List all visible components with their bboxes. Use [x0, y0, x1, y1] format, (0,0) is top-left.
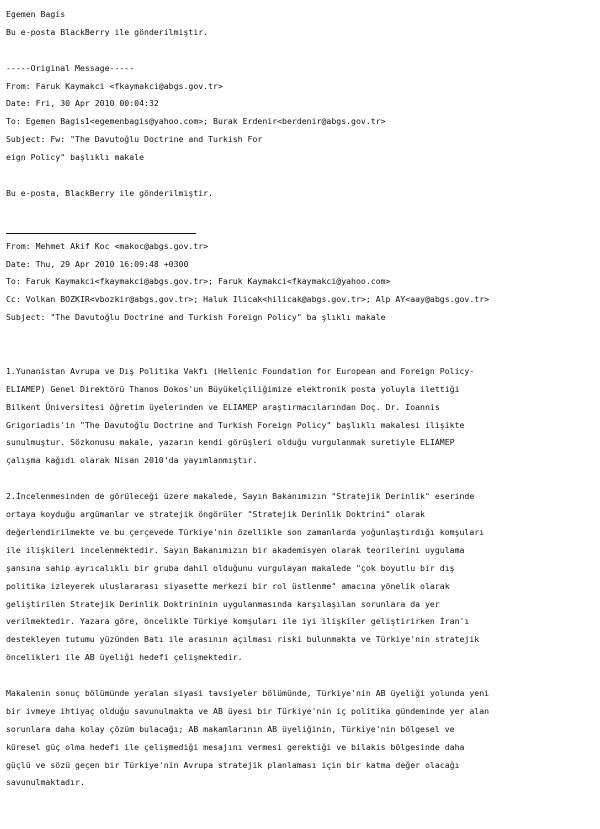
body-line: şansına sahip ayrıcalıklı bir gruba dahil olduğunu vurgulayan makalede "çok boyutlu bir dış: [6, 562, 455, 573]
original-to: To: Faruk Kaymakci<fkaymakci@abgs.gov.tr>; Faruk Kaymakci<fkaymakci@yahoo.com>: [6, 276, 391, 287]
spacer: [6, 42, 596, 60]
body-line: güçlü ve sözü geçen bir Türkiye'nin Avrupa stratejik planlaması için bir katma değer olacağı: [6, 759, 460, 770]
forwarded-signature: Bu e-posta, BlackBerry ile gönderilmiştir.: [6, 187, 214, 198]
body-line: Grigoriadis'in "The Davutoğlu Doctrine and Turkish Foreign Policy" başlıklı makalesi ilişikte: [6, 419, 465, 430]
body-line: değerlendirilmekte ve bu çerçevede Türkiye'nin özellikle son zamanlarda yoğunlaştırdığı komşuları: [6, 526, 485, 537]
body-line: sorunlara daha kolay çözüm bulacağı; AB makamlarının AB üyeliğinin, Türkiye'nin bölgesel ve: [6, 723, 455, 734]
original-header: [6, 238, 596, 327]
body-line: 2.İncelenmesinden de görüleceği üzere makalede, Sayın Bakanımızın "Stratejik Derinlik" eserinde: [6, 491, 475, 502]
body-line: destekleyen tutumu yüzünden Batı ile arasının açılması riski bulunmakta ve Türkiye'nin stratejik: [6, 634, 480, 645]
body-line: sunulmuştur. Sözkonusu makale, yazarın kendi görüşleri olduğu vurgulanmak suretiyle ELIAMEP: [6, 437, 455, 448]
forwarded-from: From: Faruk Kaymakci <fkaymakci@abgs.gov.tr>: [6, 80, 223, 91]
body-line: çalışma kağıdı olarak Nisan 2010'da yayımlanmıştır.: [6, 455, 258, 466]
body-line: bir ivmeye ihtiyaç olduğu savunulmakta ve AB üyesi bir Türkiye'nin iç politika gündeminde yer alan: [6, 705, 490, 716]
forwarded-date: Date: Fri, 30 Apr 2010 00:04:32: [6, 98, 159, 109]
body-paragraph-2: [6, 488, 596, 667]
spacer: [6, 167, 596, 185]
body-line: öncelikleri ile AB üyeliği hedefi çelişmektedir.: [6, 652, 243, 663]
original-cc: Cc: Volkan BOZKIR<vbozkir@abgs.gov.tr>; Haluk Ilicak<hilicak@abgs.gov.tr>; Alp AY<aay@abgs.gov.tr>: [6, 294, 490, 305]
body-line: 1.Yunanistan Avrupa ve Dış Politika Vakfı (Hellenic Foundation for European and Foreign Policy-: [6, 365, 475, 376]
forwarded-to: To: Egemen Bagis1<egemenbagis@yahoo.com>; Burak Erdenir<berdenir@abgs.gov.tr>: [6, 116, 386, 127]
body-line: verilmektedir. Yazara göre, öncelikle Türkiye komşuları ile iyi ilişkiler geliştirirken İran'ı: [6, 616, 470, 627]
spacer: [6, 203, 596, 221]
spacer: [6, 327, 596, 345]
sender-name: Egemen Bagis: [6, 9, 66, 19]
body-line: ortaya koyduğu argümanlar ve stratejik öngörüler "Stratejik Derinlik Doktrini" olarak: [6, 509, 425, 520]
body-line: Makalenin sonuç bölümünde yeralan siyasi tavsiyeler bölümünde, Türkiye'nin AB üyeliği yolunda yeni: [6, 687, 490, 698]
body-paragraph-1: [6, 363, 596, 470]
original-date: Date: Thu, 29 Apr 2010 16:09:48 +0300: [6, 258, 189, 269]
spacer: [6, 345, 596, 363]
original-subject: Subject: "The Davutoğlu Doctrine and Turkish Foreign Policy" ba şlıklı makale: [6, 312, 386, 323]
forwarded-subject-continued: eign Policy" başlıklı makale: [6, 152, 145, 163]
reply-signature: Bu e-posta BlackBerry ile gönderilmiştir.: [6, 26, 209, 37]
body-line: geliştirilen Stratejik Derinlik Doktrininin uygulanmasında karşılaşılan sorunlara da yer: [6, 598, 440, 609]
forwarded-header: [6, 60, 596, 203]
body-line: Bilkent Üniversitesi öğretim üyelerinden ve ELIAMEP araştırmacılarından Doç. Dr. Ioannis: [6, 401, 440, 412]
original-from: From: Mehmet Akif Koc <makoc@abgs.gov.tr>: [6, 240, 209, 251]
email-document: [6, 6, 596, 792]
forwarded-subject: Subject: Fw: "The Davutoğlu Doctrine and Turkish For: [6, 134, 263, 145]
body-line: politika izleyerek uluslararası siyasette merkezi bir rol üstlenme" amacına yönelik olarak: [6, 580, 450, 591]
spacer: [6, 470, 596, 488]
spacer: [6, 667, 596, 685]
body-paragraph-3: [6, 685, 596, 792]
body-line: savunulmaktadır.: [6, 777, 85, 788]
divider: [6, 233, 196, 234]
original-message-separator: -----Original Message-----: [6, 62, 135, 73]
body-line: ELIAMEP) Genel Direktörü Thanos Dokos'un Büyükelçiliğimize elektronik posta yoluyla ilettiği: [6, 383, 460, 394]
body-line: küresel güç olma hedefi ile çelişmediği mesajını vermesi gerektiği ve bilakis bölgesinde daha: [6, 741, 465, 752]
body-line: ile ilişkileri incelenmektedir. Sayın Bakanımızın bir akademisyen olarak teorilerini uygulama: [6, 544, 465, 555]
